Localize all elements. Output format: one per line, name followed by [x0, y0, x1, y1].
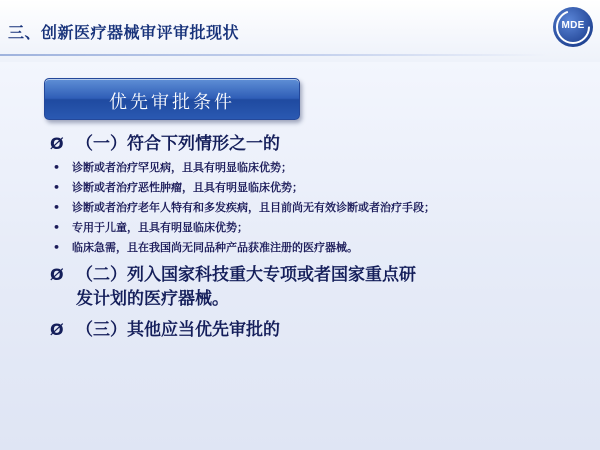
list-item-text: 诊断或者治疗恶性肿瘤，且具有明显临床优势；: [72, 181, 303, 194]
list-item: [50, 199, 570, 216]
list-item: [50, 159, 570, 176]
slide-title: 三、创新医疗器械审评审批现状: [8, 23, 240, 42]
header-divider: [0, 54, 548, 56]
section-heading-3-text: （三）其他应当优先审批的: [76, 320, 280, 340]
priority-conditions-label: 优先审批条件: [109, 92, 235, 113]
section-heading-2-line1: （二）列入国家科技重大专项或者国家重点研: [76, 265, 416, 285]
bullet-dot-icon: •: [53, 181, 61, 194]
list-item-text: 诊断或者治疗老年人特有和多发疾病，且目前尚无有效诊断或者治疗手段；: [72, 201, 435, 214]
list-item-text: 诊断或者治疗罕见病，且具有明显临床优势；: [72, 161, 292, 174]
list-item: [50, 239, 570, 256]
arrow-bullet-icon: Ø: [50, 134, 64, 153]
priority-conditions-box: [44, 78, 300, 120]
bullet-dot-icon: •: [53, 201, 61, 214]
logo: [552, 6, 594, 48]
section-heading-1: [50, 132, 570, 156]
list-item: [50, 219, 570, 236]
logo-text: MDE: [561, 20, 585, 31]
bullet-dot-icon: •: [53, 161, 61, 174]
section-heading-3: [50, 318, 570, 342]
section-heading-1-text: （一）符合下列情形之一的: [76, 134, 280, 154]
section-heading-2: [50, 263, 570, 311]
condition-list: [50, 159, 570, 256]
arrow-bullet-icon: Ø: [50, 320, 64, 339]
bullet-dot-icon: •: [53, 241, 61, 254]
section-heading-2-line2: 发计划的医疗器械。: [76, 289, 229, 309]
bullet-dot-icon: •: [53, 221, 61, 234]
list-item-text: 专用于儿童，且具有明显临床优势；: [72, 221, 248, 234]
arrow-bullet-icon: Ø: [50, 265, 64, 284]
list-item-text: 临床急需，且在我国尚无同品种产品获准注册的医疗器械。: [72, 241, 358, 254]
content-area: [50, 128, 570, 342]
list-item: [50, 179, 570, 196]
